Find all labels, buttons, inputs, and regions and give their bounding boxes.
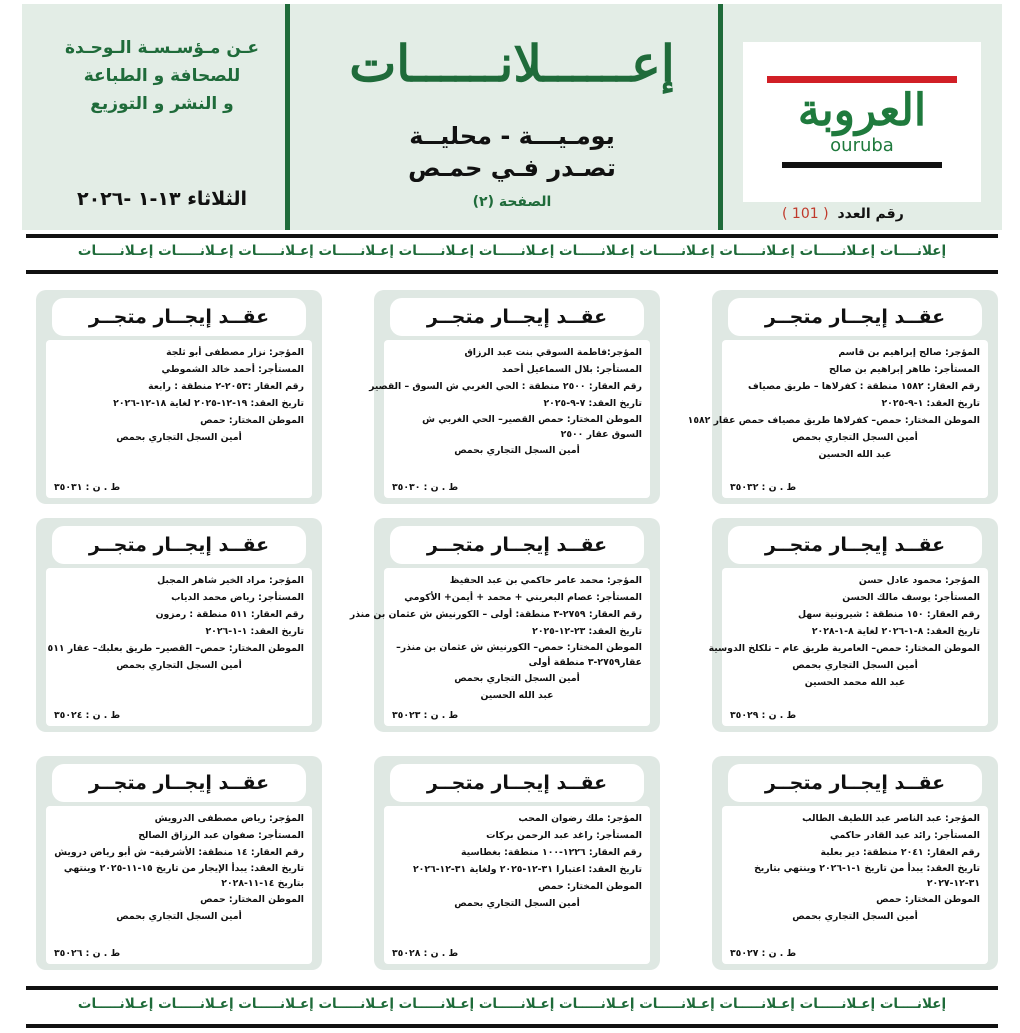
card-body (46, 340, 312, 498)
publisher-line: للصحافة و الطباعة (83, 66, 241, 86)
card-title: عقــد إيجــار متجــر (728, 298, 982, 336)
subtitle-location: تصـدر فـي حمـص (408, 154, 616, 182)
card-reference-number: ط . ن : ٣٥٠٣٢ (730, 482, 797, 493)
card-line: المؤجر: محمود عادل حسن (858, 575, 980, 586)
lease-ad-card (349, 518, 660, 732)
card-reference-number: ط . ن : ٣٥٠٢٨ (392, 948, 459, 959)
bottom-rule (26, 986, 998, 990)
card-title: عقــد إيجــار متجــر (728, 764, 982, 802)
bottom-rule (26, 1024, 998, 1028)
card-line: المؤجر: ملك رضوان المحب (518, 813, 642, 824)
issue-number (782, 206, 904, 222)
card-line: الموطن المختار: حمص (200, 415, 304, 426)
newspaper-logo (743, 42, 981, 202)
card-line: تاريخ العقد: يبدأ من تاريخ ١-١-٢٠٢٦ وينتهي بتاريخ ٣١-١٢-٢٠٢٧ (754, 863, 980, 889)
lease-ad-card (36, 290, 322, 504)
card-line: المستأجر: عصام البعريني + محمد + أيمن+ الأكومي (404, 592, 642, 603)
issue-value: ( 101 ) (782, 206, 829, 222)
card-line: المستأجر: أحمد خالد الشموطي (161, 364, 304, 375)
card-line: تاريخ العقد: ١-٩-٢٠٢٥ (881, 398, 980, 409)
card-line: المستأجر: طاهر إبراهيم بن صالح (829, 364, 980, 375)
ads-ribbon-bottom: إعلانــــات إعـلانـــــات إعـلانـــــات إعـلانـــــات إعـلانـــــات إعـلانـــــات إعـلانـــــات إعـلانـــــات إعـلانـــــات إعـلانـــــات إعـلانـــــات (77, 996, 947, 1012)
card-line: المستأجر: راغد عبد الرحمن بركات (486, 830, 642, 841)
card-reference-number: ط . ن : ٣٥٠٢٣ (392, 710, 459, 721)
card-line: رقم العقار: ٢٥٠٠ منطقة : الحي الغربي ش السوق – القصير (369, 381, 642, 392)
card-line: المستأجر: بلال السماعيل أحمد (502, 364, 642, 375)
card-line: المؤجر:فاطمة السوقي بنت عبد الرزاق (464, 347, 642, 358)
card-line: المستأجر: رياض محمد الدياب (171, 592, 304, 603)
top-rule (26, 270, 998, 274)
card-line: أمين السجل التجاري بحمص (454, 898, 580, 909)
card-line: رقم العقار: ٢٠٤١ منطقة: دير بعلبة (820, 847, 980, 858)
lease-ad-card (374, 756, 660, 970)
card-line: أمين السجل التجاري بحمص (116, 432, 242, 443)
lease-ad-card (36, 756, 322, 970)
card-line: الموطن المختار: حمص– القصير– طريق بعلبك– عقار ٥١١ (47, 643, 304, 654)
card-line: رقم العقار: ١٥٠ منطقة : شيرونية سهل (797, 609, 980, 620)
card-line: أمين السجل التجاري بحمص (454, 673, 580, 684)
card-body (722, 806, 988, 964)
card-line: عبد الله الحسين (818, 449, 892, 460)
card-title: عقــد إيجــار متجــر (390, 526, 644, 564)
card-line: تاريخ العقد: ١-١-٢٠٢٦ (205, 626, 304, 637)
publisher-line: عـن مـؤسـسـة الـوحـدة (64, 38, 260, 58)
card-line: أمين السجل التجاري بحمص (116, 911, 242, 922)
card-reference-number: ط . ن : ٣٥٠٣٠ (392, 482, 459, 493)
card-line: المؤجر: صالح إبراهيم بن قاسم (838, 347, 980, 358)
card-title: عقــد إيجــار متجــر (390, 764, 644, 802)
card-line: الموطن المختار: حمص (538, 881, 642, 892)
card-line: رقم العقار: ١٥٨٢ منطقة : كفرلاها – طريق مصياف (748, 381, 980, 392)
card-line: أمين السجل التجاري بحمص (792, 432, 918, 443)
logo-red-stripe (767, 76, 957, 83)
card-line: رقم العقار: ٢٧٥٩-٣ منطقة: أولى – الكورنيش ش عثمان بن منذر (349, 609, 642, 620)
card-line: عبد الله الحسين (480, 690, 554, 701)
masthead-divider (285, 4, 290, 230)
card-body (687, 340, 988, 498)
page-number: الصفحة (٢) (472, 194, 552, 210)
card-body (369, 340, 650, 498)
card-line: تاريخ العقد: ١٩-١٢-٢٠٢٥ لغاية ١٨-١٢-٢٠٢٦ (113, 398, 304, 409)
lease-ad-card (36, 518, 322, 732)
card-reference-number: ط . ن : ٣٥٠٢٩ (730, 710, 797, 721)
ads-ribbon-top: إعلانــــات إعـلانـــــات إعـلانـــــات إعـلانـــــات إعـلانـــــات إعـلانـــــات إعـلانـــــات إعـلانـــــات إعـلانـــــات إعـلانـــــات إعـلانـــــات (77, 243, 947, 259)
lease-ad-card (708, 518, 998, 732)
card-body (708, 568, 988, 726)
card-line: أمين السجل التجاري بحمص (454, 445, 580, 456)
lease-ad-card (712, 756, 998, 970)
card-body (46, 568, 312, 726)
card-reference-number: ط . ن : ٣٥٠٢٧ (730, 948, 797, 959)
card-line: عبد الله محمد الحسين (804, 677, 906, 688)
issue-label: رقم العدد (837, 206, 904, 222)
card-line: الموطن المختار: حمص– كفرلاها طريق مصياف حمص عقار ١٥٨٢ (687, 415, 980, 426)
card-line: المؤجر: عبد الناصر عبد اللطيف الطالب (802, 813, 980, 824)
card-title: عقــد إيجــار متجــر (52, 526, 306, 564)
masthead-divider (718, 4, 723, 230)
card-body (349, 568, 650, 726)
card-line: أمين السجل التجاري بحمص (792, 660, 918, 671)
card-line: المستأجر: رائد عبد القادر حاكمي (830, 830, 980, 841)
card-line: الموطن المختار: حمص (200, 894, 304, 905)
publisher-line: و النشر و التوزيع (90, 94, 234, 114)
card-line: رقم العقار :٢٠٥٣-٢ منطقة : رابعة (148, 381, 304, 392)
masthead (22, 4, 1002, 230)
card-reference-number: ط . ن : ٣٥٠٢٤ (54, 710, 121, 721)
card-line: تاريخ العقد: ٢٣-١٢-٢٠٢٥ (532, 626, 642, 637)
card-body (384, 806, 650, 964)
lease-ad-card (687, 290, 998, 504)
card-line: المستأجر: يوسف مالك الحسن (842, 592, 980, 603)
card-line: الموطن المختار: حمص– الكورنيش ش عثمان بن منذر– عقار٢٧٥٩-٣ منطقة أولى (396, 642, 642, 668)
card-line: الموطن المختار: حمص (876, 894, 980, 905)
card-line: المؤجر: مراد الخير شاهر المجبل (157, 575, 304, 586)
logo-text: العروبة (797, 85, 927, 136)
card-line: رقم العقار: ١٤ منطقة: الأشرفية– ش أبو رياض درويش (54, 847, 304, 858)
card-reference-number: ط . ن : ٣٥٠٣١ (54, 482, 121, 493)
card-title: عقــد إيجــار متجــر (390, 298, 644, 336)
card-title: عقــد إيجــار متجــر (52, 298, 306, 336)
card-line: أمين السجل التجاري بحمص (116, 660, 242, 671)
subtitle-frequency: يومـيـــة - محليــة (409, 122, 615, 150)
lease-ad-card (369, 290, 660, 504)
issue-date: الثلاثاء ١٣-١ -٢٠٢٦ (76, 188, 248, 210)
card-line: أمين السجل التجاري بحمص (792, 911, 918, 922)
card-title: عقــد إيجــار متجــر (728, 526, 982, 564)
logo-black-stripe (782, 162, 942, 168)
card-line: المستأجر: صفوان عبد الرزاق الصالح (138, 830, 304, 841)
card-line: المؤجر: محمد عامر حاكمي بن عبد الحفيظ (449, 575, 642, 586)
card-line: المؤجر: نزار مصطفى أبو ثلجة (166, 347, 304, 358)
card-line: تاريخ العقد: يبدأ الإيجار من تاريخ ١٥-١١-٢٠٢٥ وينتهي بتاريخ ١٤-١١-٢٠٢٨ (63, 863, 304, 889)
card-line: الموطن المختار: حمص القصير– الحي الغربي ش السوق عقار ٢٥٠٠ (422, 414, 642, 440)
card-reference-number: ط . ن : ٣٥٠٢٦ (54, 948, 121, 959)
page-title: إعــــــلانــــــات (349, 34, 675, 93)
card-body (46, 806, 312, 964)
top-rule (26, 234, 998, 238)
card-line: تاريخ العقد: اعتبارا ٣١-١٢-٢٠٢٥ ولغاية ٣١-١٢-٢٠٢٦ (412, 864, 642, 875)
card-line: المؤجر: رياض مصطفى الدرويش (154, 813, 304, 824)
logo-latin-text: ouruba (830, 135, 894, 156)
card-line: رقم العقار: ١٢٢٦-١٠٠ منطقة: بغطاسية (461, 847, 642, 858)
card-line: تاريخ العقد: ٧-٩-٢٠٢٥ (543, 398, 642, 409)
card-title: عقــد إيجــار متجــر (52, 764, 306, 802)
card-line: الموطن المختار: حمص– العامرية طريق عام – تلكلخ الدوسية (708, 643, 980, 654)
card-line: تاريخ العقد: ٨-١-٢٠٢٦ لغاية ٨-١-٢٠٢٨ (811, 626, 980, 637)
card-line: رقم العقار: ٥١١ منطقة : رمزون (155, 609, 304, 620)
